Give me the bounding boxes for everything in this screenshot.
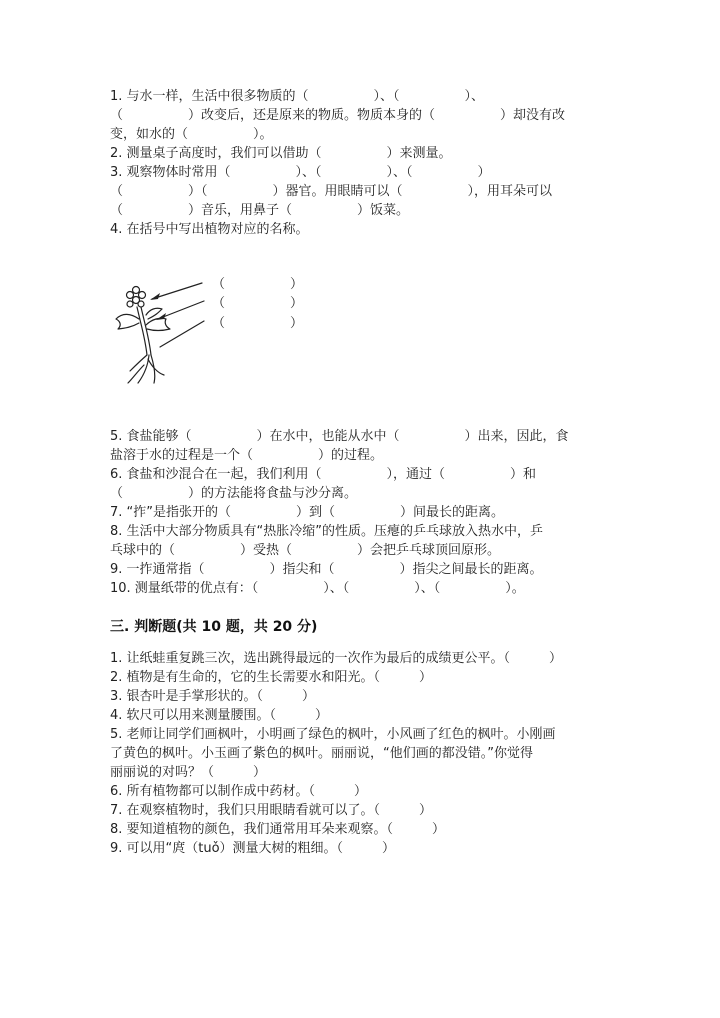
- question-6-line-1: 6. 食盐和沙混合在一起，我们利用（ ），通过（ ）和: [110, 467, 537, 482]
- judge-3: 3. 银杏叶是手掌形状的。（ ）: [110, 689, 316, 704]
- section-3-title: 三. 判断题(共 10 题，共 20 分): [110, 619, 318, 635]
- judge-5-line-3: 丽丽说的对吗？（ ）: [110, 765, 267, 780]
- question-8-line-2: 乓球中的（ ）受热（ ）会把乒乓球顶回原形。: [110, 543, 501, 558]
- judge-5-line-1: 5. 老师让同学们画枫叶，小明画了绿色的枫叶，小风画了红色的枫叶。小刚画: [110, 727, 556, 742]
- question-9: 9. 一拃通常指（ ）指尖和（ ）指尖之间最长的距离。: [110, 562, 543, 577]
- question-6-line-2: （ ）的方法能将食盐与沙分离。: [110, 486, 358, 501]
- judge-6: 6. 所有植物都可以制作成中药材。（ ）: [110, 784, 368, 799]
- question-1-line-2: （ ）改变后，还是原来的物质。物质本身的（ ）却没有改: [110, 108, 566, 123]
- judge-1: 1. 让纸蛙重复跳三次，选出跳得最远的一次作为最后的成绩更公平。（ ）: [110, 651, 563, 666]
- plant-label-leaf: （ ）: [212, 296, 304, 311]
- plant-label-flower: （ ）: [212, 277, 304, 292]
- question-8-line-1: 8. 生活中大部分物质具有“热胀冷缩”的性质。压瘪的乒乓球放入热水中，乒: [110, 524, 544, 539]
- judge-9: 9. 可以用“庹（tuǒ）测量大树的粗细。（ ）: [110, 841, 396, 856]
- question-1-line-1: 1. 与水一样，生活中很多物质的（ ）、（ ）、: [110, 89, 485, 104]
- judge-7: 7. 在观察植物时，我们只用眼睛看就可以了。（ ）: [110, 803, 433, 818]
- question-1-line-3: 变，如水的（ ）。: [110, 127, 273, 142]
- judge-8: 8. 要知道植物的颜色，我们通常用耳朵来观察。（ ）: [110, 822, 446, 837]
- question-10: 10. 测量纸带的优点有：（ ）、（ ）、（ ）。: [110, 581, 525, 596]
- question-3-line-3: （ ）音乐，用鼻子（ ）饭菜。: [110, 203, 410, 218]
- question-5-line-1: 5. 食盐能够（ ）在水中，也能从水中（ ）出来，因此，食: [110, 429, 569, 444]
- judge-2: 2. 植物是有生命的，它的生长需要水和阳光。（ ）: [110, 670, 433, 685]
- question-2: 2. 测量桌子高度时，我们可以借助（ ）来测量。: [110, 146, 452, 161]
- question-7: 7. “拃”是指张开的（ ）到（ ）间最长的距离。: [110, 505, 505, 520]
- question-5-line-2: 盐溶于水的过程是一个（ ）的过程。: [110, 448, 384, 463]
- judge-5-line-2: 了黄色的枫叶。小玉画了紫色的枫叶。丽丽说，“他们画的都没错。”你觉得: [110, 746, 533, 761]
- question-3-line-1: 3. 观察物体时常用（ ）、（ ）、（ ）: [110, 165, 491, 180]
- question-4: 4. 在括号中写出植物对应的名称。: [110, 222, 309, 237]
- question-3-line-2: （ ）（ ）器官。用眼睛可以（ ），用耳朵可以: [110, 184, 553, 199]
- judge-4: 4. 软尺可以用来测量腰围。（ ）: [110, 708, 329, 723]
- plant-label-stem: （ ）: [212, 316, 304, 331]
